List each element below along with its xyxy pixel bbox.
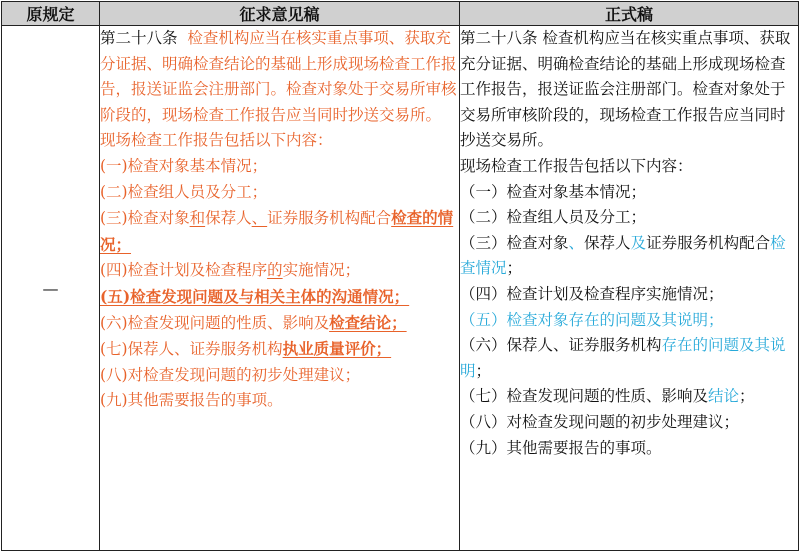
draft-item-6 [100,310,459,337]
final-item-5: （五）检查对象存在的问题及其说明； [460,310,724,329]
draft-article-number: 第二十八条 [100,29,178,47]
draft-article-body: 检查机构应当在核实重点事项、获取充分证据、明确检查结论的基础上形成现场检查工作报告，报送证监会注册部门。检查对象处于交易所审核阶段的，现场检查工作报告应当同时抄送交易所。 [100,29,457,124]
draft-item-1: (一)检查对象基本情况； [100,156,268,175]
final-list-intro: 现场检查工作报告包括以下内容： [460,156,693,175]
final-item-3-changed: 、 [568,233,585,252]
draft-item-6-inserted: 检查结论； [329,312,407,332]
final-item-1: （一）检查对象基本情况； [460,182,647,201]
draft-item-4-part: (四)检查计划及检查程序 [100,261,268,280]
final-item-3-part: ； [506,259,523,278]
draft-item-5: (五)检查发现问题及与相关主体的沟通情况； [100,286,410,306]
draft-item-3-inserted: 、 [251,209,268,228]
draft-item-3 [100,205,459,258]
final-item-3 [460,231,798,282]
draft-article [100,26,459,128]
draft-item-4-part: 实施情况； [282,261,361,280]
draft-item-3-part: (三)检查对象 [100,209,190,228]
final-item-4: （四）检查计划及检查程序实施情况； [460,284,724,303]
draft-list-intro: 现场检查工作报告包括以下内容： [100,131,333,150]
draft-item-7-inserted: 执业质量评价； [282,339,392,359]
final-item-3-changed: 及 [630,233,647,252]
draft-item-9: (九)其他需要报告的事项。 [100,391,283,410]
final-item-3-changed: 检查情况 [460,233,786,278]
draft-item-4-inserted: 的 [267,261,283,280]
draft-item-2: (二)检查组人员及分工； [100,182,268,201]
draft-item-3-inserted: 和 [189,209,206,228]
final-item-7-changed: 结论 [708,387,740,406]
final-item-6-part: （六）保荐人、证券服务机构 [460,336,662,355]
final-item-9: （九）其他需要报告的事项。 [460,438,662,457]
header-final: 正式稿 [460,2,799,26]
header-original: 原规定 [2,2,100,26]
final-item-6 [460,333,798,384]
final-item-3-part: 保荐人 [584,233,631,252]
final-item-3-part: （三）检查对象 [460,233,569,252]
header-draft: 征求意见稿 [100,2,460,26]
draft-item-3-inserted: 检查的情况； [100,208,454,254]
draft-cell [100,26,460,551]
final-item-7-part: （七）检查发现问题的性质、影响及 [460,387,709,406]
content-row [2,26,799,551]
draft-item-3-part: 保荐人 [205,209,252,228]
final-item-8: （八）对检查发现问题的初步处理建议； [460,412,740,431]
final-item-7 [460,384,798,410]
final-item-2: （二）检查组人员及分工； [460,208,647,227]
header-row [2,2,799,26]
draft-item-7-part: (七)保荐人、证券服务机构 [100,340,283,359]
draft-item-6-part: (六)检查发现问题的性质、影响及 [100,313,330,332]
draft-item-8: (八)对检查发现问题的初步处理建议； [100,365,361,384]
comparison-table [1,1,799,551]
draft-item-7 [100,336,459,363]
final-item-3-part: 证券服务机构配合 [646,233,771,252]
final-item-7-part: ； [739,387,755,406]
original-cell: — [2,26,100,551]
draft-item-4 [100,258,459,284]
final-item-6-changed: 存在的问题及其说明 [460,336,786,380]
final-cell [460,26,799,551]
final-article: 第二十八条 检查机构应当在核实重点事项、获取充分证据、明确检查结论的基础上形成现场检查工作报告，报送证监会注册部门。检查对象处于交易所审核阶段的，现场检查工作报告应当同时抄送交易所。 [460,29,791,150]
final-item-6-part: ； [475,361,492,380]
draft-item-3-part: 证券服务机构配合 [267,209,392,228]
